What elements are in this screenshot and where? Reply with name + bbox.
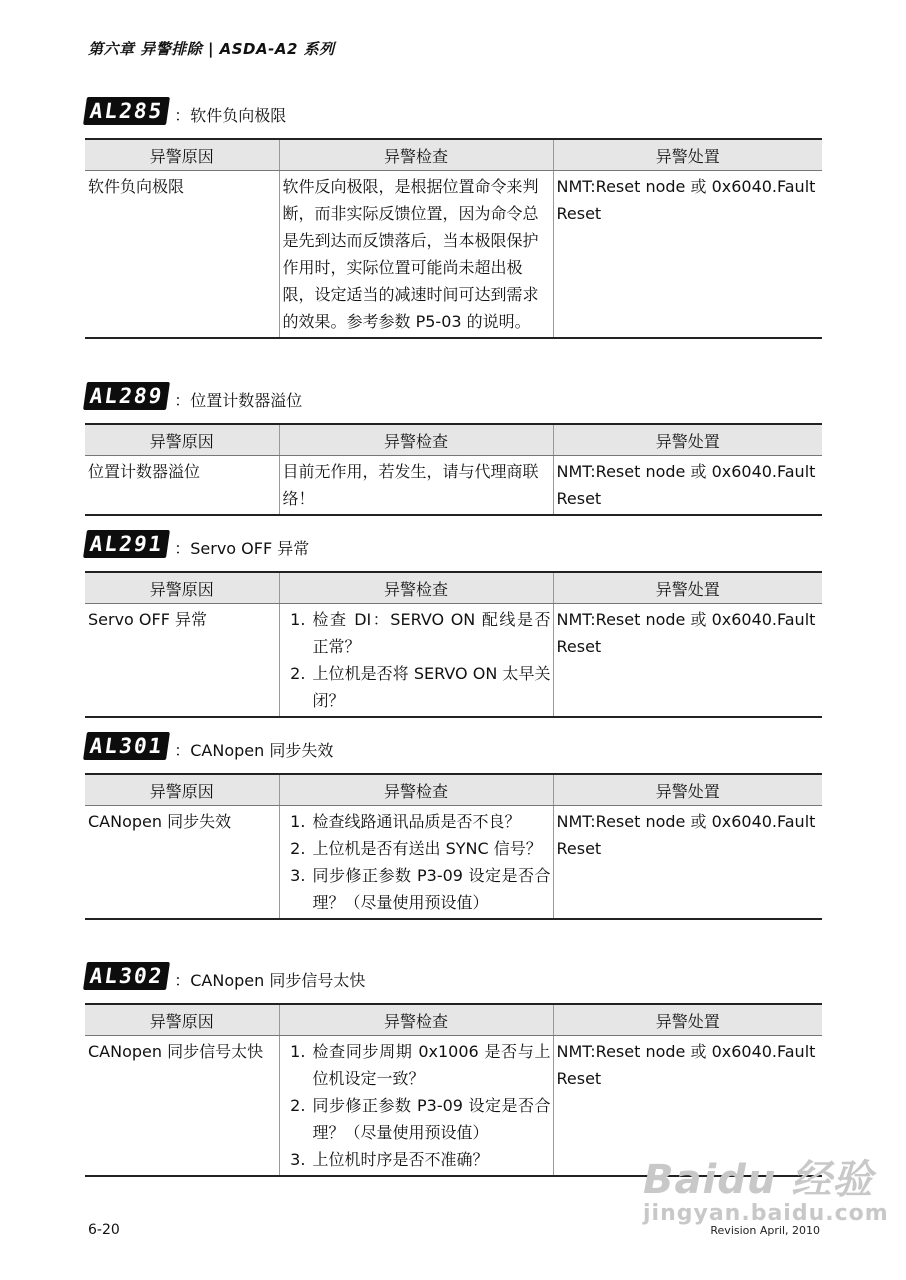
page-number: 6-20 bbox=[88, 1222, 120, 1238]
column-header-action: 异警处置 bbox=[553, 774, 822, 806]
column-header-action: 异警处置 bbox=[553, 139, 822, 171]
alarm-code-badge: AL285 bbox=[83, 97, 170, 125]
alarm-section-al301 bbox=[85, 731, 822, 920]
column-header-action: 异警处置 bbox=[553, 424, 822, 456]
column-header-cause: 异警原因 bbox=[85, 424, 279, 456]
list-item: 1. 检查 DI：SERVO ON 配线是否正常？ bbox=[311, 606, 551, 660]
column-header-cause: 异警原因 bbox=[85, 1004, 279, 1036]
revision-note: Revision April, 2010 bbox=[710, 1224, 820, 1237]
table-header-row bbox=[85, 424, 822, 456]
alarm-code-badge: AL291 bbox=[83, 530, 170, 558]
alarm-table bbox=[85, 571, 822, 718]
cause-cell: Servo OFF 异常 bbox=[85, 604, 279, 718]
title-separator: ： bbox=[174, 538, 191, 558]
alarm-title: 位置计数器溢位 bbox=[190, 390, 303, 410]
alarm-title: 软件负向极限 bbox=[190, 105, 287, 125]
table-row bbox=[85, 456, 822, 516]
column-header-check: 异警检查 bbox=[279, 572, 553, 604]
list-item: 1. 检查线路通讯品质是否不良？ bbox=[311, 808, 551, 835]
alarm-section-al302 bbox=[85, 961, 822, 1177]
watermark-logo: Baidu 经验 bbox=[643, 1157, 874, 1203]
check-cell bbox=[279, 806, 553, 920]
alarm-title: CANopen 同步失效 bbox=[190, 740, 334, 760]
alarm-title: CANopen 同步信号太快 bbox=[190, 970, 366, 990]
list-item: 1. 检查同步周期 0x1006 是否与上位机设定一致？ bbox=[311, 1038, 551, 1092]
title-separator: ： bbox=[174, 740, 191, 760]
cause-cell: 软件负向极限 bbox=[85, 171, 279, 339]
action-cell: NMT:Reset node 或 0x6040.Fault Reset bbox=[553, 456, 822, 516]
column-header-cause: 异警原因 bbox=[85, 774, 279, 806]
alarm-code-badge: AL289 bbox=[83, 382, 170, 410]
title-separator: ： bbox=[174, 105, 191, 125]
list-item: 2. 同步修正参数 P3-09 设定是否合理？（尽量使用预设值） bbox=[311, 1092, 551, 1146]
column-header-check: 异警检查 bbox=[279, 139, 553, 171]
table-row bbox=[85, 171, 822, 339]
action-cell: NMT:Reset node 或 0x6040.Fault Reset bbox=[553, 806, 822, 920]
table-header-row bbox=[85, 774, 822, 806]
alarm-table bbox=[85, 773, 822, 920]
alarm-code-badge: AL302 bbox=[83, 962, 170, 990]
check-list bbox=[283, 808, 551, 916]
list-item: 2. 上位机是否有送出 SYNC 信号？ bbox=[311, 835, 551, 862]
column-header-action: 异警处置 bbox=[553, 1004, 822, 1036]
table-header-row bbox=[85, 572, 822, 604]
cause-cell: CANopen 同步信号太快 bbox=[85, 1036, 279, 1177]
table-header-row bbox=[85, 139, 822, 171]
watermark-url: jingyan.baidu.com bbox=[643, 1201, 889, 1226]
alarm-title: Servo OFF 异常 bbox=[190, 538, 310, 558]
alarm-section-al289 bbox=[85, 381, 822, 516]
running-header: 第六章 异警排除 | ASDA-A2 系列 bbox=[88, 40, 335, 58]
list-item: 3. 同步修正参数 P3-09 设定是否合理？（尽量使用预设值） bbox=[311, 862, 551, 916]
table-row bbox=[85, 806, 822, 920]
alarm-section-al285 bbox=[85, 96, 822, 339]
table-row bbox=[85, 604, 822, 718]
title-separator: ： bbox=[174, 390, 191, 410]
check-cell bbox=[279, 604, 553, 718]
alarm-code-badge: AL301 bbox=[83, 732, 170, 760]
check-cell bbox=[279, 1036, 553, 1177]
action-cell: NMT:Reset node 或 0x6040.Fault Reset bbox=[553, 171, 822, 339]
action-cell: NMT:Reset node 或 0x6040.Fault Reset bbox=[553, 1036, 822, 1177]
action-cell: NMT:Reset node 或 0x6040.Fault Reset bbox=[553, 604, 822, 718]
check-list bbox=[283, 1038, 551, 1173]
column-header-check: 异警检查 bbox=[279, 774, 553, 806]
list-item: 3. 上位机时序是否不准确？ bbox=[311, 1146, 551, 1173]
column-header-cause: 异警原因 bbox=[85, 572, 279, 604]
alarm-table bbox=[85, 138, 822, 339]
cause-cell: 位置计数器溢位 bbox=[85, 456, 279, 516]
column-header-cause: 异警原因 bbox=[85, 139, 279, 171]
column-header-check: 异警检查 bbox=[279, 1004, 553, 1036]
alarm-section-al291 bbox=[85, 529, 822, 718]
check-list bbox=[283, 606, 551, 714]
baidu-watermark bbox=[643, 1148, 889, 1226]
list-item: 2. 上位机是否将 SERVO ON 太早关闭？ bbox=[311, 660, 551, 714]
cause-cell: CANopen 同步失效 bbox=[85, 806, 279, 920]
table-header-row bbox=[85, 1004, 822, 1036]
column-header-check: 异警检查 bbox=[279, 424, 553, 456]
check-cell: 目前无作用，若发生，请与代理商联络！ bbox=[279, 456, 553, 516]
alarm-table bbox=[85, 423, 822, 516]
check-cell: 软件反向极限，是根据位置命令来判断，而非实际反馈位置，因为命令总是先到达而反馈落后，当本极限保护作用时，实际位置可能尚未超出极限，设定适当的减速时间可达到需求的效果。参考参数 P5-03 的说明。 bbox=[279, 171, 553, 339]
column-header-action: 异警处置 bbox=[553, 572, 822, 604]
title-separator: ： bbox=[174, 970, 191, 990]
